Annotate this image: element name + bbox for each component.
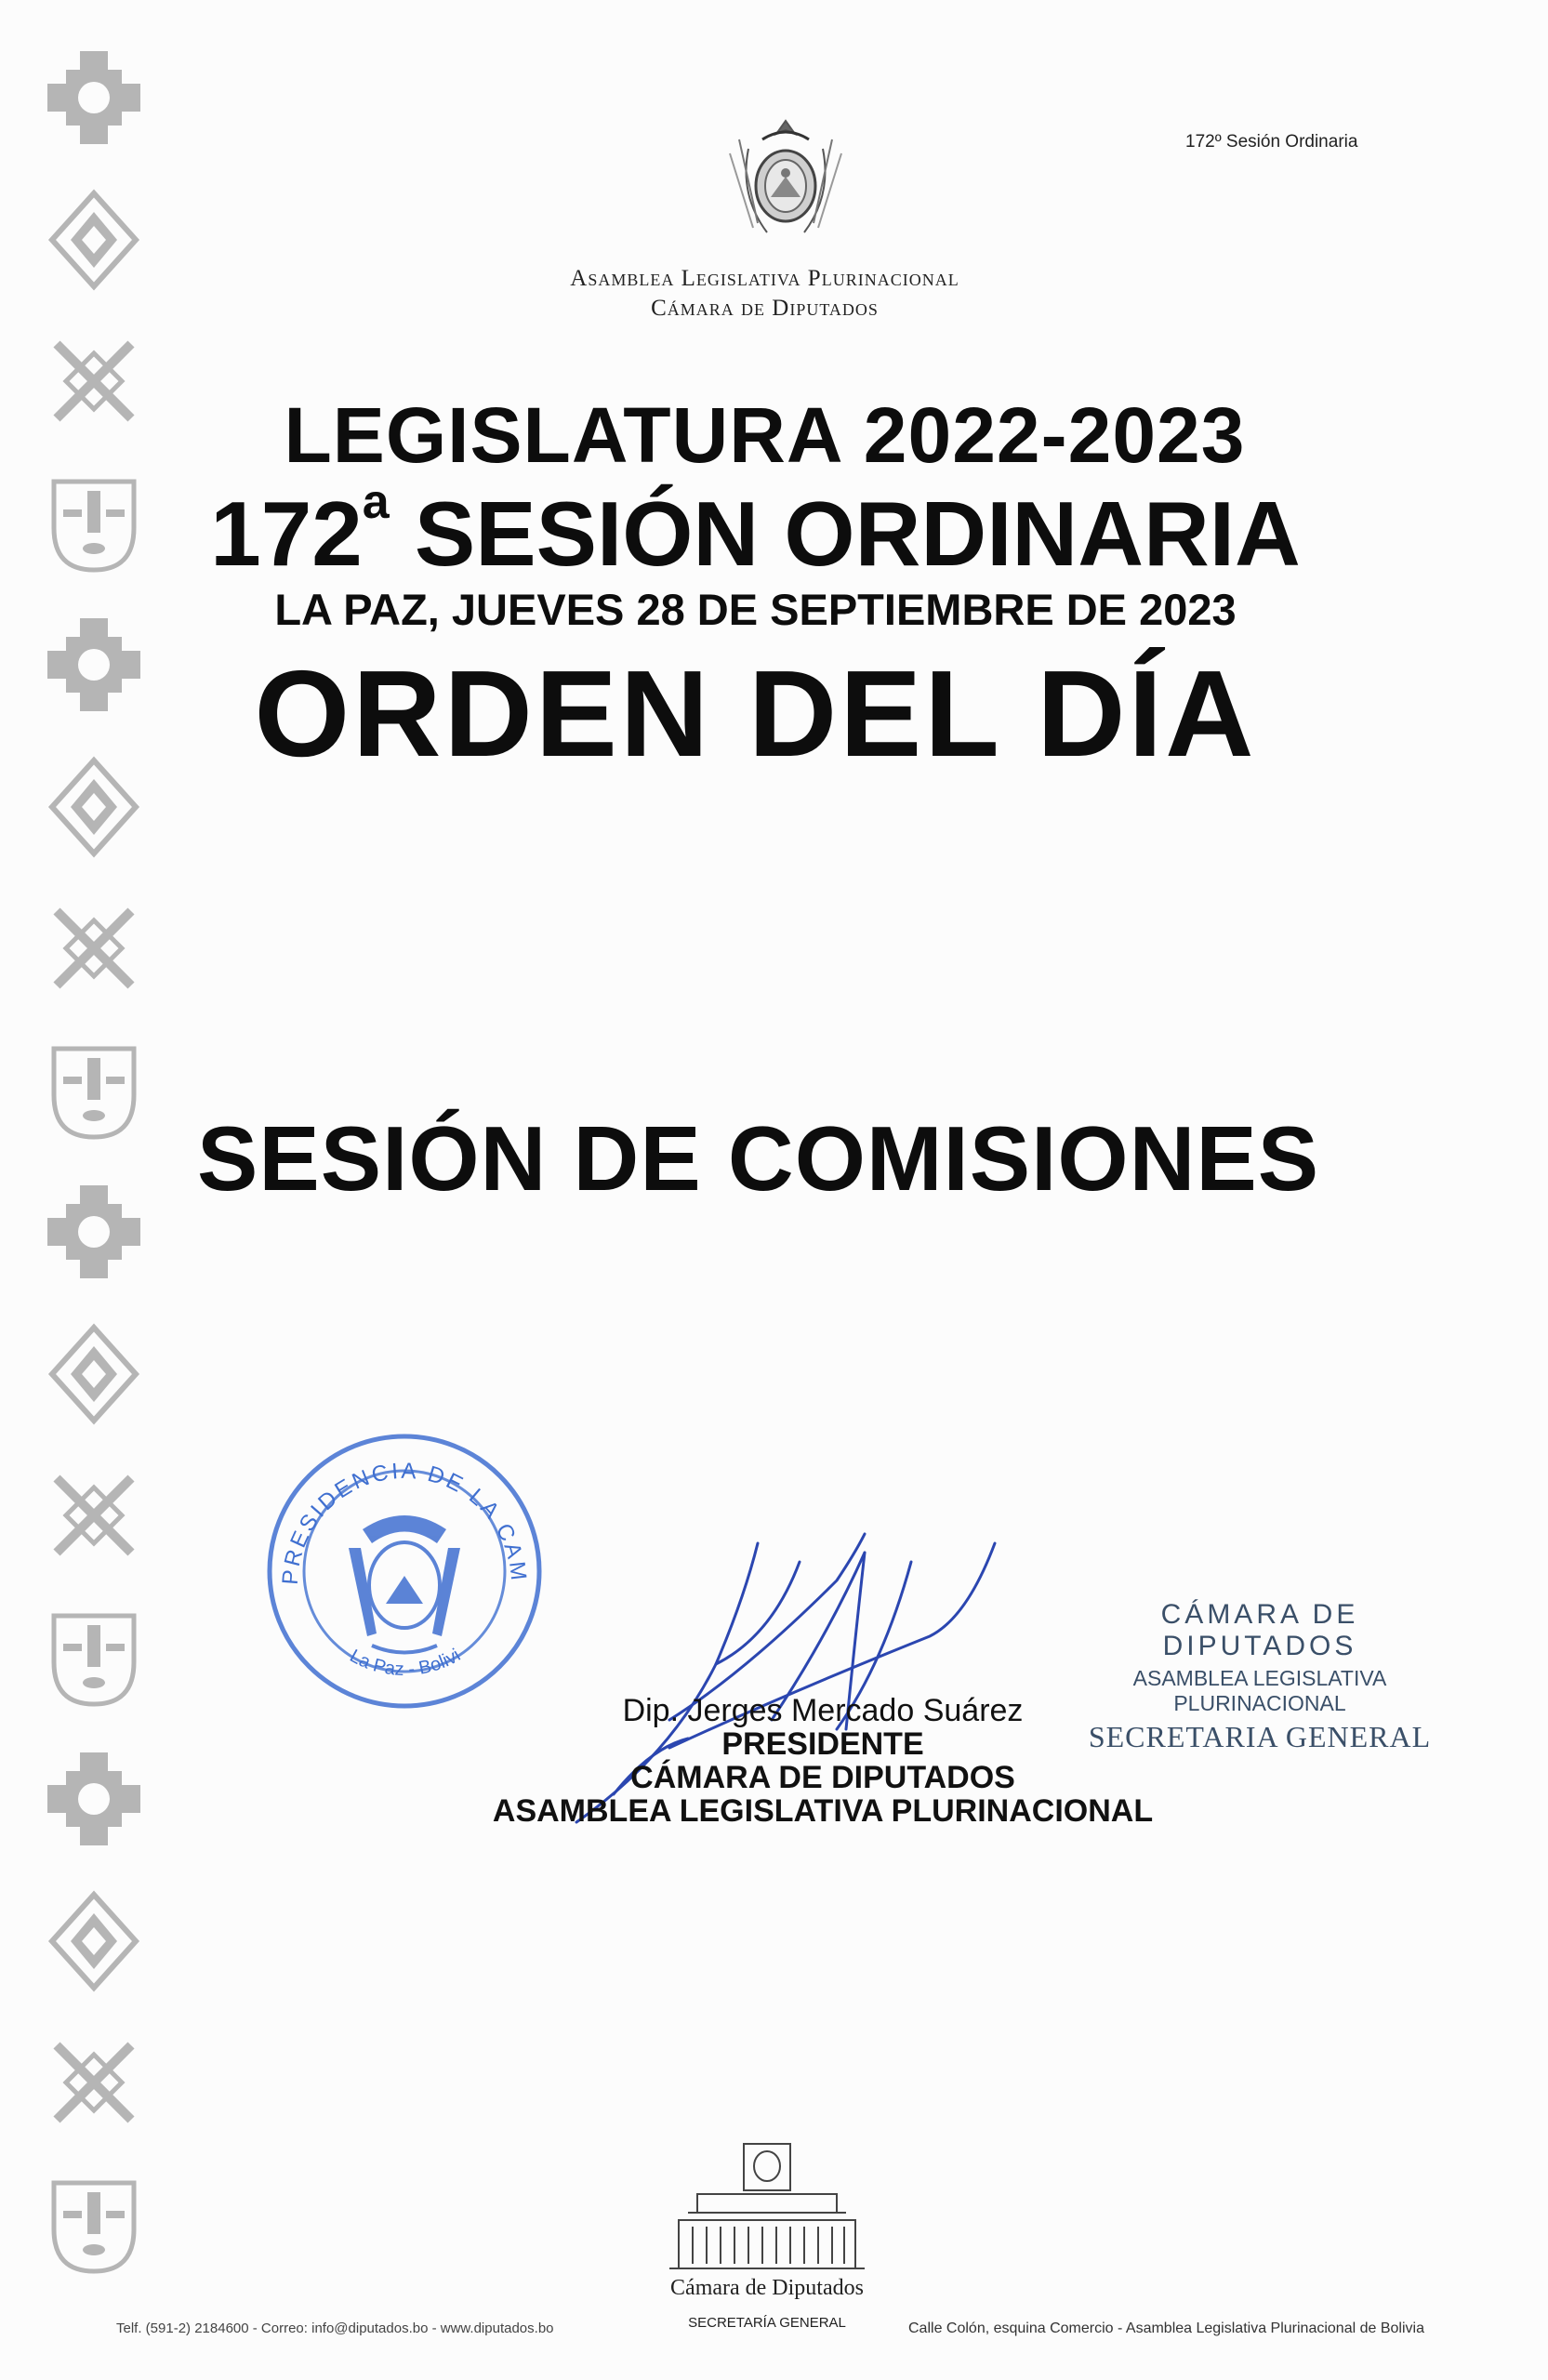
mask-icon [43,1039,145,1142]
mask-icon [43,2174,145,2276]
x-motif-icon [43,1464,145,1567]
left-decorative-strip [33,46,154,2315]
seal-ring-text-top: PRESIDENCIA DE LA CAM [277,1458,532,1586]
chakana-icon [43,1181,145,1283]
building-logo-icon [642,2138,893,2278]
footer-secretaria: SECRETARÍA GENERAL [688,2315,846,2331]
stamp-line-3: SECRETARIA GENERAL [1088,1720,1432,1753]
coat-of-arms-icon [711,112,860,251]
svg-text:PRESIDENCIA DE LA CAMARA DE DI [260,1427,531,1586]
x-motif-icon [43,897,145,999]
signatory-role: PRESIDENTE [721,1726,924,1762]
stamp-line-2: ASAMBLEA LEGISLATIVA PLURINACIONAL [1132,1666,1387,1715]
institution-line-2: Cámara de Diputados [651,296,879,321]
session-ordinal: a [362,475,390,529]
signatory-chamber: CÁMARA DE DIPUTADOS [630,1760,1015,1795]
signatory-assembly: ASAMBLEA LEGISLATIVA PLURINACIONAL [492,1793,1154,1829]
chakana-icon [43,1748,145,1850]
x-motif-icon [43,2031,145,2134]
secretaria-stamp [1083,1599,1436,1754]
stamp-line-1: CÁMARA DE DIPUTADOS [1160,1599,1359,1661]
section-heading: SESIÓN DE COMISIONES [197,1107,1320,1210]
legislatura-title: LEGISLATURA 2022-2023 [284,391,1246,479]
institution-line-1: Asamblea Legislativa Plurinacional [570,266,959,291]
session-reference: 172º Sesión Ordinaria [1185,132,1358,152]
session-text: SESIÓN ORDINARIA [389,483,1301,585]
diamond-motif-icon [43,1890,145,1992]
chakana-icon [43,46,145,149]
place-date: LA PAZ, JUEVES 28 DE SEPTIEMBRE DE 2023 [274,585,1237,634]
orden-del-dia-title: ORDEN DEL DÍA [254,645,1257,782]
mask-icon [43,1606,145,1709]
signatory-name: Dip. Jerges Mercado Suárez [622,1693,1024,1728]
seal-ring-text-bottom: La Paz - Bolivi [346,1645,465,1680]
signatory-block [483,1694,1162,1828]
presidency-seal [260,1427,549,1715]
footer-address: Calle Colón, esquina Comercio - Asamblea Legislativa Plurinacional de Bolivia [908,2320,1424,2336]
session-number: 172 [210,483,363,585]
session-title [0,475,1529,587]
diamond-motif-icon [43,1323,145,1425]
footer-contact: Telf. (591-2) 2184600 - Correo: info@diputados.bo - www.diputados.bo [116,2320,554,2336]
footer-institution: Cámara de Diputados [670,2276,864,2300]
